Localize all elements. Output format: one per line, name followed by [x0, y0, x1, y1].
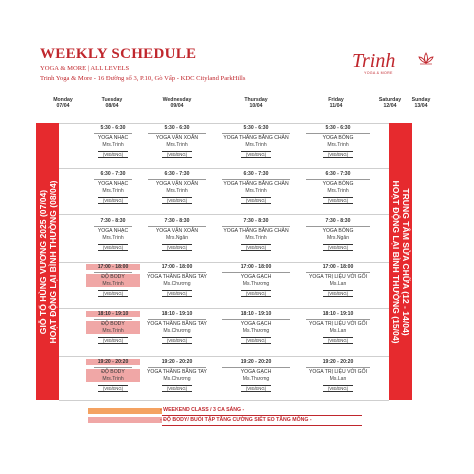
studio-address: Trinh Yoga & More - 16 Đường số 3, P.10, Gò Vấp - KDC Cityland ParkHills: [40, 75, 246, 82]
slot-language: (VIE/ENG): [98, 244, 128, 251]
slot-time: 17:00 - 18:00: [86, 264, 140, 270]
slot-instructor: Ms.Thương: [242, 327, 270, 334]
logo-tagline: YOGA & MORE: [364, 71, 393, 75]
day-header-saturday: [373, 97, 407, 110]
notice-line: HOẠT ĐỘNG LẠI BÌNH THƯỜNG (08/04): [47, 180, 58, 343]
slot-class: YOGA THĂNG BẰNG TAY: [147, 274, 207, 281]
divider: [94, 367, 132, 368]
slot-instructor: Mrs.Trinh: [86, 328, 140, 334]
slot-language: (VIE/ENG): [241, 244, 271, 251]
slot-language: (VIE/ENG): [323, 244, 353, 251]
notice-line: GIỖ TỔ HÙNG VƯƠNG 2025 (07/04): [37, 189, 48, 334]
class-slot-tuesday[interactable]: [86, 218, 140, 251]
day-date: 08/04: [105, 103, 119, 110]
class-slot-wednesday[interactable]: [140, 311, 214, 344]
slot-time: 19:20 - 20:20: [86, 359, 140, 365]
maintenance-banner-right: [389, 123, 412, 400]
notice-line: TRUNG TÂM SỬA CHỮA (12 - 14/04): [400, 187, 411, 336]
slot-time: 7:30 - 8:30: [100, 218, 126, 224]
slot-instructor: Mrs.Trinh: [327, 141, 349, 148]
day-header-friday: [318, 97, 354, 110]
divider: [306, 367, 370, 368]
slot-time: 5:30 - 6:30: [164, 125, 190, 131]
divider: [306, 179, 370, 180]
divider: [306, 133, 370, 134]
divider: [148, 272, 206, 273]
slot-class: YOGA GẠCH: [240, 321, 272, 328]
slot-language: (VIE/ENG): [162, 290, 192, 297]
divider: [306, 226, 370, 227]
row-divider: [59, 123, 389, 124]
slot-instructor: Mrs.Trinh: [327, 187, 349, 194]
slot-time: 17:00 - 18:00: [161, 264, 193, 270]
slot-language: (VIE/ENG): [162, 197, 192, 204]
slot-time: 18:10 - 19:10: [240, 311, 272, 317]
slot-instructor: Mrs.Trinh: [102, 234, 124, 241]
slot-time: 19:20 - 20:20: [322, 359, 354, 365]
slot-class: YOGA TRỊ LIỆU VỚI GỐI: [308, 369, 368, 376]
divider: [222, 179, 290, 180]
slot-language: (VIE/ENG): [241, 385, 271, 392]
class-slot-tuesday[interactable]: [86, 125, 140, 158]
day-header-sunday: [404, 97, 438, 110]
class-slot-friday[interactable]: [298, 311, 378, 344]
notice-line: HOẠT ĐỘNG LẠI BÌNH THƯỜNG (15/04): [390, 180, 401, 343]
slot-time: 19:20 - 20:20: [240, 359, 272, 365]
class-slot-friday[interactable]: [298, 125, 378, 158]
slot-language: (VIE/ENG): [241, 337, 271, 344]
divider: [306, 319, 370, 320]
class-slot-tuesday[interactable]: [86, 311, 140, 344]
slot-class: YOGA NHẠC: [97, 135, 129, 142]
slot-instructor: Mrs.Trinh: [166, 187, 188, 194]
day-header-thursday: [234, 97, 278, 110]
divider: [148, 319, 206, 320]
slot-class: YOGA THĂNG BẰNG TAY: [147, 369, 207, 376]
divider: [148, 367, 206, 368]
class-slot-friday[interactable]: [298, 171, 378, 204]
slot-instructor: Ms.Lan: [329, 327, 347, 334]
legend-swatch-body: [88, 417, 162, 423]
divider: [222, 367, 290, 368]
slot-language: (VIE/ENG): [98, 151, 128, 158]
legend-divider: [162, 415, 362, 416]
day-header-monday: [46, 97, 80, 110]
slot-instructor: Mrs.Trinh: [102, 187, 124, 194]
slot-class: YOGA BÓNG: [322, 135, 354, 142]
class-slot-thursday[interactable]: [214, 171, 298, 204]
day-date: 07/04: [56, 103, 70, 110]
class-slot-friday[interactable]: [298, 218, 378, 251]
slot-time: 19:20 - 20:20: [161, 359, 193, 365]
class-slot-friday[interactable]: [298, 359, 378, 392]
legend-label-body: - ĐỘ BODY/ BUỔI TẬP TĂNG CƯỜNG SIẾT EO TĂNG MÔNG -: [160, 417, 312, 423]
slot-instructor: Ms.Chương: [163, 375, 191, 382]
slot-language: (VIE/ENG): [98, 337, 128, 344]
slot-instructor: Mrs.Trinh: [245, 234, 267, 241]
slot-time: 7:30 - 8:30: [164, 218, 190, 224]
slot-instructor: Mrs.Ngân: [326, 234, 350, 241]
slot-instructor: Ms.Lan: [329, 375, 347, 382]
slot-instructor: Mrs.Trinh: [245, 187, 267, 194]
class-slot-thursday[interactable]: [214, 359, 298, 392]
maintenance-notice: [391, 125, 411, 399]
studio-logo: [352, 50, 438, 80]
slot-time: 7:30 - 8:30: [325, 218, 351, 224]
slot-time: 5:30 - 6:30: [243, 125, 269, 131]
slot-class: YOGA TRỊ LIỆU VỚI GỐI: [308, 274, 368, 281]
slot-class: YOGA GẠCH: [240, 369, 272, 376]
row-divider: [59, 214, 389, 215]
slot-class: YOGA VẶN XOẮN: [155, 135, 199, 142]
slot-instructor: Mrs.Ngân: [165, 234, 189, 241]
slot-class: ĐỘ BODY: [86, 321, 140, 327]
day-date: 10/04: [249, 103, 263, 110]
day-name: Sunday: [411, 97, 431, 103]
row-divider: [59, 168, 389, 169]
slot-language: (VIE/ENG): [98, 385, 128, 392]
divider: [94, 133, 132, 134]
slot-language: (VIE/ENG): [98, 290, 128, 297]
slot-time: 5:30 - 6:30: [100, 125, 126, 131]
slot-language: (VIE/ENG): [98, 197, 128, 204]
slot-class: YOGA THĂNG BẰNG CHÂN: [223, 181, 289, 188]
slot-language: (VIE/ENG): [162, 385, 192, 392]
slot-time: 6:30 - 7:30: [243, 171, 269, 177]
slot-class: ĐỘ BODY: [86, 274, 140, 280]
slot-instructor: Ms.Chương: [163, 280, 191, 287]
legend-swatch-weekend: [88, 408, 162, 414]
slot-time: 7:30 - 8:30: [243, 218, 269, 224]
slot-language: (VIE/ENG): [323, 151, 353, 158]
slot-class: YOGA BÓNG: [322, 181, 354, 188]
class-slot-thursday[interactable]: [214, 218, 298, 251]
day-date: 13/04: [414, 103, 428, 110]
logo-wordmark: Trinh: [352, 50, 396, 72]
day-header-tuesday: [94, 97, 130, 110]
divider: [94, 319, 132, 320]
divider: [222, 133, 290, 134]
page-subtitle: YOGA & MORE | ALL LEVELS: [40, 65, 130, 72]
slot-language: (VIE/ENG): [162, 151, 192, 158]
slot-instructor: Mrs.Trinh: [166, 141, 188, 148]
row-divider: [59, 262, 389, 263]
slot-instructor: Mrs.Trinh: [86, 281, 140, 287]
lotus-icon: [418, 52, 434, 66]
class-slot-friday[interactable]: [298, 264, 378, 297]
divider: [148, 133, 206, 134]
row-divider: [59, 308, 389, 309]
class-slot-wednesday[interactable]: [140, 218, 214, 251]
slot-language: (VIE/ENG): [323, 197, 353, 204]
class-slot-thursday[interactable]: [214, 125, 298, 158]
class-slot-tuesday[interactable]: [86, 359, 140, 392]
page-title: WEEKLY SCHEDULE: [40, 46, 197, 62]
day-name: Saturday: [378, 97, 402, 103]
class-slot-thursday[interactable]: [214, 311, 298, 344]
divider: [306, 272, 370, 273]
class-slot-tuesday[interactable]: [86, 171, 140, 204]
class-slot-wednesday[interactable]: [140, 125, 214, 158]
holiday-notice: [38, 125, 58, 399]
slot-class: YOGA THĂNG BẰNG CHÂN: [223, 228, 289, 235]
slot-time: 6:30 - 7:30: [164, 171, 190, 177]
divider: [222, 319, 290, 320]
slot-time: 6:30 - 7:30: [325, 171, 351, 177]
slot-language: (VIE/ENG): [323, 290, 353, 297]
slot-language: (VIE/ENG): [241, 151, 271, 158]
slot-language: (VIE/ENG): [323, 385, 353, 392]
slot-time: 17:00 - 18:00: [322, 264, 354, 270]
slot-language: (VIE/ENG): [241, 197, 271, 204]
day-header-wednesday: [152, 97, 202, 110]
class-slot-wednesday[interactable]: [140, 171, 214, 204]
slot-class: YOGA NHẠC: [97, 181, 129, 188]
slot-class: YOGA NHẠC: [97, 228, 129, 235]
day-name: Monday: [53, 97, 73, 103]
divider: [94, 272, 132, 273]
row-divider: [59, 400, 389, 401]
slot-instructor: Mrs.Trinh: [86, 376, 140, 382]
slot-instructor: Mrs.Trinh: [245, 141, 267, 148]
divider: [222, 272, 290, 273]
slot-class: YOGA THĂNG BẰNG TAY: [147, 321, 207, 328]
slot-language: (VIE/ENG): [162, 244, 192, 251]
slot-time: 18:10 - 19:10: [86, 311, 140, 317]
slot-instructor: Ms.Chương: [163, 327, 191, 334]
day-date: 11/04: [329, 103, 343, 110]
day-date: 12/04: [383, 103, 397, 110]
day-name: Friday: [328, 97, 344, 103]
class-slot-wednesday[interactable]: [140, 359, 214, 392]
slot-instructor: Ms.Lan: [329, 280, 347, 287]
day-name: Tuesday: [101, 97, 123, 103]
divider: [94, 179, 132, 180]
class-slot-wednesday[interactable]: [140, 264, 214, 297]
day-name: Thursday: [244, 97, 268, 103]
legend-label-weekend: - WEEKEND CLASS / 3 CA SÁNG -: [160, 407, 245, 413]
holiday-banner-left: [36, 123, 59, 400]
slot-time: 17:00 - 18:00: [240, 264, 272, 270]
slot-class: YOGA BÓNG: [322, 228, 354, 235]
class-slot-tuesday[interactable]: [86, 264, 140, 297]
slot-language: (VIE/ENG): [162, 337, 192, 344]
slot-class: YOGA VẶN XOẮN: [155, 228, 199, 235]
slot-language: (VIE/ENG): [323, 337, 353, 344]
slot-class: YOGA VẶN XOẮN: [155, 181, 199, 188]
row-divider: [59, 356, 389, 357]
divider: [148, 179, 206, 180]
slot-time: 6:30 - 7:30: [100, 171, 126, 177]
day-date: 09/04: [170, 103, 184, 110]
slot-class: YOGA THĂNG BẰNG CHÂN: [223, 135, 289, 142]
slot-time: 18:10 - 19:10: [161, 311, 193, 317]
day-name: Wednesday: [162, 97, 192, 103]
slot-class: ĐỘ BODY: [86, 369, 140, 375]
slot-instructor: Ms.Thương: [242, 375, 270, 382]
slot-time: 18:10 - 19:10: [322, 311, 354, 317]
legend-divider: [162, 425, 362, 426]
divider: [148, 226, 206, 227]
slot-language: (VIE/ENG): [241, 290, 271, 297]
class-slot-thursday[interactable]: [214, 264, 298, 297]
slot-class: YOGA GẠCH: [240, 274, 272, 281]
slot-class: YOGA TRỊ LIỆU VỚI GỐI: [308, 321, 368, 328]
divider: [222, 226, 290, 227]
slot-instructor: Ms.Thương: [242, 280, 270, 287]
divider: [94, 226, 132, 227]
slot-time: 5:30 - 6:30: [325, 125, 351, 131]
slot-instructor: Mrs.Trinh: [102, 141, 124, 148]
